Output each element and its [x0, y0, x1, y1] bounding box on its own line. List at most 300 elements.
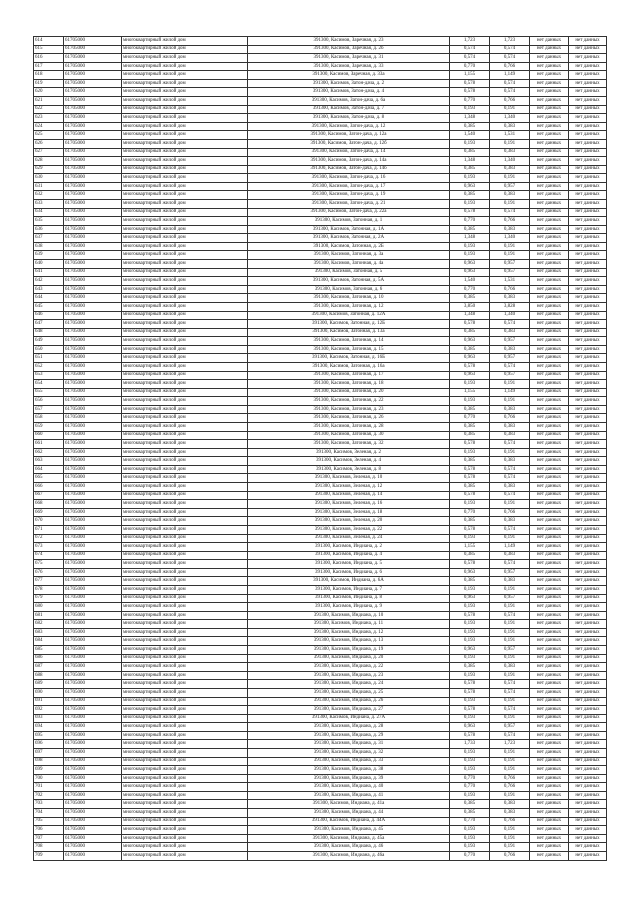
building-type-cell: многоквартирный жилой дом	[122, 285, 248, 294]
status-1-cell: нет данных	[530, 457, 569, 466]
status-2-cell: нет данных	[569, 157, 607, 166]
row-number-cell: 650	[34, 345, 64, 354]
status-1-cell: нет данных	[530, 723, 569, 732]
code-cell: 61705000	[64, 594, 122, 603]
value-2-cell: 0,766	[490, 414, 530, 423]
table-row	[34, 688, 607, 697]
status-1-cell: нет данных	[530, 423, 569, 432]
code-cell: 61705000	[64, 620, 122, 629]
status-2-cell: нет данных	[569, 637, 607, 646]
address-cell: 391300, Касимов, Затон-дача, д. 6а	[248, 97, 450, 106]
status-1-cell: нет данных	[530, 697, 569, 706]
status-2-cell: нет данных	[569, 337, 607, 346]
row-number-cell: 623	[34, 114, 64, 123]
value-2-cell: 0,574	[490, 731, 530, 740]
address-cell: 391300, Касимов, Зеленая, д. 12	[248, 483, 450, 492]
status-1-cell: нет данных	[530, 165, 569, 174]
row-number-cell: 616	[34, 54, 64, 63]
status-1-cell: нет данных	[530, 740, 569, 749]
row-number-cell: 617	[34, 62, 64, 71]
address-cell: 391300, Касимов, Зеленая, д. 22	[248, 525, 450, 534]
table-row	[34, 294, 607, 303]
code-cell: 61705000	[64, 697, 122, 706]
value-1-cell: 0,578	[450, 706, 490, 715]
value-1-cell: 0,385	[450, 663, 490, 672]
row-number-cell: 660	[34, 431, 64, 440]
table-row	[34, 714, 607, 723]
building-type-cell: многоквартирный жилой дом	[122, 663, 248, 672]
status-1-cell: нет данных	[530, 139, 569, 148]
row-number-cell: 624	[34, 122, 64, 131]
table-row	[34, 79, 607, 88]
row-number-cell: 667	[34, 491, 64, 500]
row-number-cell: 704	[34, 809, 64, 818]
status-1-cell: нет данных	[530, 105, 569, 114]
value-2-cell: 0,574	[490, 88, 530, 97]
status-1-cell: нет данных	[530, 817, 569, 826]
status-2-cell: нет данных	[569, 843, 607, 852]
status-1-cell: нет данных	[530, 491, 569, 500]
row-number-cell: 620	[34, 88, 64, 97]
code-cell: 61705000	[64, 851, 122, 860]
row-number-cell: 685	[34, 646, 64, 655]
status-1-cell: нет данных	[530, 294, 569, 303]
table-row	[34, 251, 607, 260]
value-2-cell: 0,191	[490, 766, 530, 775]
value-1-cell: 0,578	[450, 440, 490, 449]
row-number-cell: 627	[34, 148, 64, 157]
building-type-cell: многоквартирный жилой дом	[122, 543, 248, 552]
status-2-cell: нет данных	[569, 551, 607, 560]
address-cell: 391300, Касимов, Индиана, д. 12	[248, 628, 450, 637]
building-type-cell: многоквартирный жилой дом	[122, 79, 248, 88]
code-cell: 61705000	[64, 225, 122, 234]
value-2-cell: 0,383	[490, 809, 530, 818]
status-2-cell: нет данных	[569, 71, 607, 80]
value-2-cell: 0,766	[490, 817, 530, 826]
table-row	[34, 757, 607, 766]
status-1-cell: нет данных	[530, 688, 569, 697]
status-1-cell: нет данных	[530, 551, 569, 560]
value-2-cell: 0,383	[490, 191, 530, 200]
value-2-cell: 0,191	[490, 500, 530, 509]
value-1-cell: 0,963	[450, 182, 490, 191]
table-row	[34, 208, 607, 217]
building-type-cell: многоквартирный жилой дом	[122, 757, 248, 766]
address-cell: 391300, Касимов, Затон-дача, д. 14	[248, 148, 450, 157]
building-type-cell: многоквартирный жилой дом	[122, 483, 248, 492]
table-row	[34, 225, 607, 234]
value-1-cell: 0,574	[450, 45, 490, 54]
address-cell: 391300, Касимов, Индиана, д. 38	[248, 766, 450, 775]
table-row	[34, 157, 607, 166]
code-cell: 61705000	[64, 791, 122, 800]
value-1-cell: 0,193	[450, 791, 490, 800]
status-2-cell: нет данных	[569, 817, 607, 826]
row-number-cell: 687	[34, 663, 64, 672]
code-cell: 61705000	[64, 371, 122, 380]
address-cell: 391300, Касимов, Зеленая, д. 20	[248, 517, 450, 526]
value-1-cell: 0,770	[450, 217, 490, 226]
code-cell: 61705000	[64, 97, 122, 106]
value-2-cell: 0,191	[490, 174, 530, 183]
value-1-cell: 0,193	[450, 654, 490, 663]
table-row	[34, 191, 607, 200]
address-cell: 391300, Касимов, Индиана, д. 46	[248, 843, 450, 852]
table-row	[34, 268, 607, 277]
row-number-cell: 676	[34, 568, 64, 577]
value-1-cell: 0,385	[450, 148, 490, 157]
address-cell: 391300, Касимов, Индиана, д. 27	[248, 706, 450, 715]
status-1-cell: нет данных	[530, 517, 569, 526]
address-cell: 391300, Касимов, Затон-дача, д. 14б	[248, 165, 450, 174]
value-1-cell: 1,155	[450, 543, 490, 552]
table-row	[34, 731, 607, 740]
value-2-cell: 0,766	[490, 783, 530, 792]
address-cell: 391300, Касимов, Затонная, д. 20	[248, 388, 450, 397]
code-cell: 61705000	[64, 105, 122, 114]
value-2-cell: 0,766	[490, 97, 530, 106]
address-cell: 391300, Касимов, Индиана, д. 4	[248, 551, 450, 560]
code-cell: 61705000	[64, 131, 122, 140]
value-2-cell: 0,383	[490, 457, 530, 466]
code-cell: 61705000	[64, 199, 122, 208]
value-2-cell: 0,383	[490, 122, 530, 131]
code-cell: 61705000	[64, 637, 122, 646]
building-type-cell: многоквартирный жилой дом	[122, 594, 248, 603]
status-1-cell: нет данных	[530, 594, 569, 603]
status-2-cell: нет данных	[569, 139, 607, 148]
status-1-cell: нет данных	[530, 380, 569, 389]
row-number-cell: 664	[34, 465, 64, 474]
status-2-cell: нет данных	[569, 54, 607, 63]
code-cell: 61705000	[64, 654, 122, 663]
value-1-cell: 1,540	[450, 131, 490, 140]
status-1-cell: нет данных	[530, 114, 569, 123]
status-1-cell: нет данных	[530, 731, 569, 740]
row-number-cell: 651	[34, 354, 64, 363]
code-cell: 61705000	[64, 242, 122, 251]
table-row	[34, 783, 607, 792]
value-2-cell: 0,383	[490, 431, 530, 440]
address-cell: 391300, Касимов, Индиана, д. 7	[248, 586, 450, 595]
value-2-cell: 0,957	[490, 594, 530, 603]
table-row	[34, 723, 607, 732]
value-2-cell: 0,383	[490, 577, 530, 586]
value-1-cell: 0,193	[450, 637, 490, 646]
status-1-cell: нет данных	[530, 225, 569, 234]
table-row	[34, 97, 607, 106]
table-row	[34, 706, 607, 715]
row-number-cell: 703	[34, 800, 64, 809]
code-cell: 61705000	[64, 783, 122, 792]
status-1-cell: нет данных	[530, 748, 569, 757]
status-1-cell: нет данных	[530, 483, 569, 492]
status-2-cell: нет данных	[569, 345, 607, 354]
value-1-cell: 0,770	[450, 414, 490, 423]
row-number-cell: 705	[34, 817, 64, 826]
status-2-cell: нет данных	[569, 568, 607, 577]
building-type-cell: многоквартирный жилой дом	[122, 97, 248, 106]
value-2-cell: 0,191	[490, 586, 530, 595]
status-2-cell: нет данных	[569, 165, 607, 174]
status-1-cell: нет данных	[530, 285, 569, 294]
value-1-cell: 0,770	[450, 774, 490, 783]
building-type-cell: многоквартирный жилой дом	[122, 88, 248, 97]
row-number-cell: 652	[34, 362, 64, 371]
value-2-cell: 0,574	[490, 680, 530, 689]
value-2-cell: 0,957	[490, 260, 530, 269]
table-row	[34, 217, 607, 226]
value-1-cell: 0,385	[450, 431, 490, 440]
code-cell: 61705000	[64, 139, 122, 148]
status-1-cell: нет данных	[530, 646, 569, 655]
row-number-cell: 632	[34, 191, 64, 200]
value-2-cell: 0,574	[490, 611, 530, 620]
building-type-cell: многоквартирный жилой дом	[122, 508, 248, 517]
status-1-cell: нет данных	[530, 766, 569, 775]
status-2-cell: нет данных	[569, 431, 607, 440]
table-row	[34, 826, 607, 835]
row-number-cell: 697	[34, 748, 64, 757]
row-number-cell: 663	[34, 457, 64, 466]
value-1-cell: 0,770	[450, 783, 490, 792]
status-1-cell: нет данных	[530, 714, 569, 723]
code-cell: 61705000	[64, 148, 122, 157]
value-1-cell: 0,385	[450, 551, 490, 560]
code-cell: 61705000	[64, 71, 122, 80]
address-cell: 391300, Касимов, Затонная, д. 5	[248, 268, 450, 277]
status-1-cell: нет данных	[530, 706, 569, 715]
status-2-cell: нет данных	[569, 688, 607, 697]
building-type-cell: многоквартирный жилой дом	[122, 414, 248, 423]
building-type-cell: многоквартирный жилой дом	[122, 748, 248, 757]
address-cell: 391300, Касимов, Индиана, д. 9	[248, 603, 450, 612]
row-number-cell: 672	[34, 534, 64, 543]
status-1-cell: нет данных	[530, 851, 569, 860]
value-1-cell: 0,578	[450, 362, 490, 371]
value-2-cell: 0,383	[490, 551, 530, 560]
value-2-cell: 0,766	[490, 62, 530, 71]
status-1-cell: нет данных	[530, 199, 569, 208]
address-cell: 391300, Касимов, Затонная, д. 1А	[248, 225, 450, 234]
value-1-cell: 0,193	[450, 603, 490, 612]
status-2-cell: нет данных	[569, 809, 607, 818]
table-row	[34, 448, 607, 457]
status-1-cell: нет данных	[530, 217, 569, 226]
value-1-cell: 1,155	[450, 388, 490, 397]
status-2-cell: нет данных	[569, 783, 607, 792]
status-2-cell: нет данных	[569, 285, 607, 294]
status-1-cell: нет данных	[530, 62, 569, 71]
status-2-cell: нет данных	[569, 440, 607, 449]
code-cell: 61705000	[64, 834, 122, 843]
row-number-cell: 614	[34, 37, 64, 46]
building-type-cell: многоквартирный жилой дом	[122, 560, 248, 569]
code-cell: 61705000	[64, 217, 122, 226]
status-2-cell: нет данных	[569, 826, 607, 835]
value-2-cell: 0,191	[490, 826, 530, 835]
address-cell: 391300, Касимов, Затонная, д. 3а	[248, 251, 450, 260]
status-1-cell: нет данных	[530, 174, 569, 183]
status-1-cell: нет данных	[530, 508, 569, 517]
building-type-cell: многоквартирный жилой дом	[122, 474, 248, 483]
address-cell: 391300, Касимов, Индиана, д. 31	[248, 740, 450, 749]
status-2-cell: нет данных	[569, 663, 607, 672]
value-2-cell: 0,191	[490, 628, 530, 637]
code-cell: 61705000	[64, 740, 122, 749]
building-type-cell: многоквартирный жилой дом	[122, 62, 248, 71]
status-2-cell: нет данных	[569, 268, 607, 277]
status-2-cell: нет данных	[569, 260, 607, 269]
status-1-cell: нет данных	[530, 525, 569, 534]
value-1-cell: 0,193	[450, 500, 490, 509]
row-number-cell: 701	[34, 783, 64, 792]
table-row	[34, 114, 607, 123]
table-row	[34, 345, 607, 354]
status-2-cell: нет данных	[569, 88, 607, 97]
status-2-cell: нет данных	[569, 706, 607, 715]
address-cell: 391300, Касимов, Затон-дача, д. 12	[248, 122, 450, 131]
address-cell: 391300, Касимов, Затонная, д. 16Б	[248, 354, 450, 363]
value-2-cell: 0,957	[490, 371, 530, 380]
building-type-cell: многоквартирный жилой дом	[122, 148, 248, 157]
value-1-cell: 0,193	[450, 826, 490, 835]
address-cell: 391300, Касимов, Индиана, д. 41	[248, 791, 450, 800]
building-type-cell: многоквартирный жилой дом	[122, 131, 248, 140]
table-row	[34, 414, 607, 423]
row-number-cell: 655	[34, 388, 64, 397]
building-type-cell: многоквартирный жилой дом	[122, 688, 248, 697]
status-1-cell: нет данных	[530, 277, 569, 286]
status-2-cell: нет данных	[569, 611, 607, 620]
status-1-cell: нет данных	[530, 440, 569, 449]
building-type-cell: многоквартирный жилой дом	[122, 706, 248, 715]
building-type-cell: многоквартирный жилой дом	[122, 320, 248, 329]
status-1-cell: нет данных	[530, 500, 569, 509]
value-2-cell: 0,191	[490, 620, 530, 629]
status-1-cell: нет данных	[530, 242, 569, 251]
address-cell: 391300, Касимов, Затон-дача, д. 22а	[248, 208, 450, 217]
value-1-cell: 0,385	[450, 457, 490, 466]
row-number-cell: 694	[34, 723, 64, 732]
code-cell: 61705000	[64, 165, 122, 174]
value-1-cell: 0,193	[450, 242, 490, 251]
value-2-cell: 0,957	[490, 268, 530, 277]
value-2-cell: 0,383	[490, 294, 530, 303]
status-1-cell: нет данных	[530, 800, 569, 809]
code-cell: 61705000	[64, 663, 122, 672]
address-cell: 391300, Касимов, Индиана, д. 2	[248, 543, 450, 552]
value-1-cell: 0,385	[450, 122, 490, 131]
table-row	[34, 809, 607, 818]
status-1-cell: нет данных	[530, 191, 569, 200]
value-1-cell: 0,193	[450, 251, 490, 260]
row-number-cell: 646	[34, 311, 64, 320]
status-2-cell: нет данных	[569, 397, 607, 406]
table-row	[34, 54, 607, 63]
code-cell: 61705000	[64, 474, 122, 483]
building-type-cell: многоквартирный жилой дом	[122, 568, 248, 577]
code-cell: 61705000	[64, 440, 122, 449]
status-1-cell: нет данных	[530, 534, 569, 543]
table-row	[34, 380, 607, 389]
building-type-cell: многоквартирный жилой дом	[122, 826, 248, 835]
building-type-cell: многоквартирный жилой дом	[122, 628, 248, 637]
row-number-cell: 648	[34, 328, 64, 337]
code-cell: 61705000	[64, 191, 122, 200]
status-2-cell: нет данных	[569, 311, 607, 320]
row-number-cell: 619	[34, 79, 64, 88]
address-cell: 391300, Касимов, Затонная, д. 10	[248, 294, 450, 303]
status-2-cell: нет данных	[569, 517, 607, 526]
table-row	[34, 302, 607, 311]
value-1-cell: 0,385	[450, 517, 490, 526]
address-cell: 391300, Касимов, Зеленая, д. 14	[248, 491, 450, 500]
table-row	[34, 620, 607, 629]
value-2-cell: 0,574	[490, 525, 530, 534]
value-2-cell: 0,191	[490, 251, 530, 260]
address-cell: 391300, Касимов, Индиана, д. 25	[248, 688, 450, 697]
table-row	[34, 45, 607, 54]
code-cell: 61705000	[64, 320, 122, 329]
status-1-cell: нет данных	[530, 843, 569, 852]
value-2-cell: 0,191	[490, 397, 530, 406]
status-2-cell: нет данных	[569, 234, 607, 243]
status-2-cell: нет данных	[569, 800, 607, 809]
value-1-cell: 0,385	[450, 423, 490, 432]
building-type-cell: многоквартирный жилой дом	[122, 611, 248, 620]
building-type-cell: многоквартирный жилой дом	[122, 337, 248, 346]
value-1-cell: 0,193	[450, 397, 490, 406]
address-cell: 391300, Касимов, Индиана, д. 22	[248, 663, 450, 672]
code-cell: 61705000	[64, 277, 122, 286]
address-cell: 391300, Касимов, Затонная, д. 14	[248, 337, 450, 346]
address-cell: 391300, Касимов, Заречная, д. 33а	[248, 71, 450, 80]
address-cell: 391300, Касимов, Затонная, д. 16а	[248, 362, 450, 371]
value-1-cell: 3,850	[450, 302, 490, 311]
code-cell: 61705000	[64, 354, 122, 363]
building-type-cell: многоквартирный жилой дом	[122, 311, 248, 320]
row-number-cell: 658	[34, 414, 64, 423]
status-2-cell: нет данных	[569, 277, 607, 286]
building-type-cell: многоквартирный жилой дом	[122, 165, 248, 174]
value-2-cell: 0,383	[490, 800, 530, 809]
code-cell: 61705000	[64, 302, 122, 311]
value-1-cell: 0,193	[450, 105, 490, 114]
table-row	[34, 465, 607, 474]
table-row	[34, 748, 607, 757]
value-2-cell: 0,383	[490, 225, 530, 234]
address-cell: 391300, Касимов, Зеленая, д. 18	[248, 508, 450, 517]
table-row	[34, 337, 607, 346]
value-2-cell: 0,766	[490, 508, 530, 517]
code-cell: 61705000	[64, 723, 122, 732]
table-row	[34, 260, 607, 269]
value-2-cell: 0,191	[490, 843, 530, 852]
value-2-cell: 0,383	[490, 663, 530, 672]
table-row	[34, 37, 607, 46]
value-2-cell: 0,957	[490, 723, 530, 732]
value-2-cell: 0,766	[490, 774, 530, 783]
code-cell: 61705000	[64, 491, 122, 500]
row-number-cell: 656	[34, 397, 64, 406]
row-number-cell: 682	[34, 620, 64, 629]
value-2-cell: 0,574	[490, 362, 530, 371]
building-type-cell: многоквартирный жилой дом	[122, 225, 248, 234]
code-cell: 61705000	[64, 62, 122, 71]
row-number-cell: 706	[34, 826, 64, 835]
